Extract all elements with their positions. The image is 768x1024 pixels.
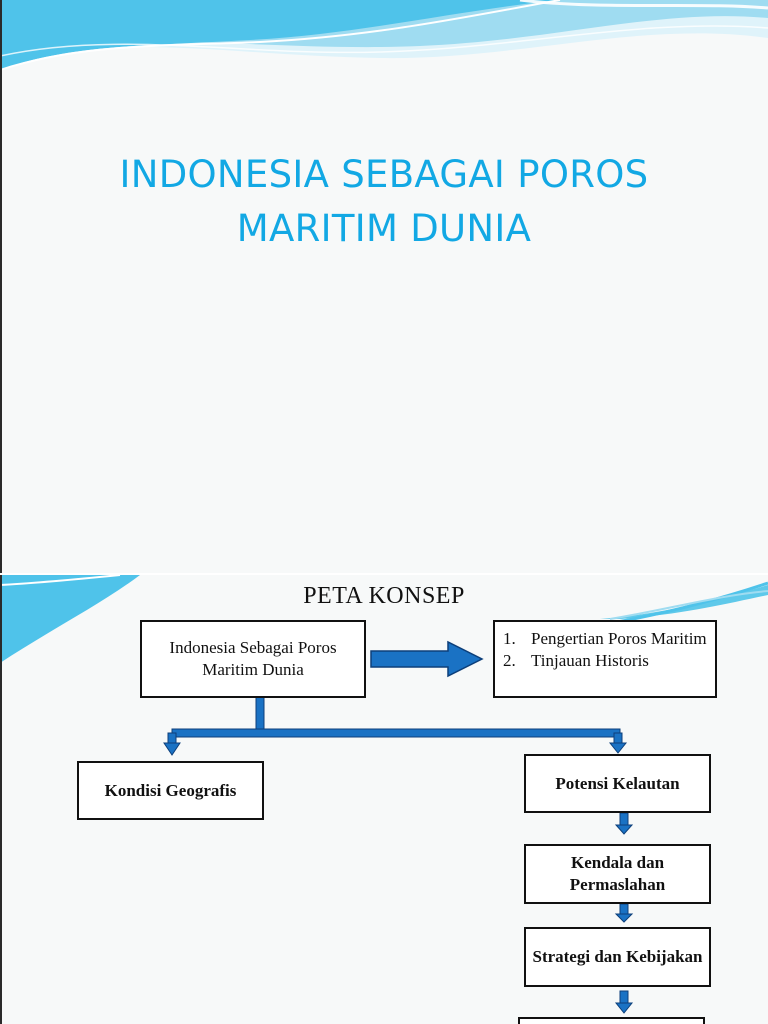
right-down-arrow [610, 743, 626, 753]
main-topic-text: Indonesia Sebagai Poros Maritim Dunia [169, 638, 337, 679]
slide-title-line2: MARITIM DUNIA [236, 207, 532, 250]
kondisi-geografis-box: Kondisi Geografis [77, 761, 264, 820]
wave-decoration [0, 0, 768, 90]
concept-map-slide [0, 575, 768, 1024]
slide-title-line1: INDONESIA SEBAGAI POROS [119, 153, 649, 196]
next-box-partial [518, 1017, 705, 1024]
down-arrow-1 [616, 825, 632, 834]
concept-map-title: PETA KONSEP [303, 583, 465, 609]
strategi-box: Strategi dan Kebijakan [524, 927, 711, 987]
main-down-connector [256, 697, 264, 733]
main-topic-box [140, 620, 366, 698]
definition-list [503, 628, 707, 672]
potensi-kelautan-box: Potensi Kelautan [524, 754, 711, 813]
down-arrow-2 [616, 914, 632, 922]
left-down-arrow [164, 743, 180, 755]
kendala-box: Kendala dan Permaslahan [524, 844, 711, 904]
list-item: 2. Tinjauan Historis [503, 651, 649, 670]
definition-list-box [493, 620, 717, 698]
right-arrow [371, 642, 482, 676]
down-arrow-3 [616, 1003, 632, 1013]
slide-title [0, 148, 768, 256]
slide-left-border [0, 0, 2, 573]
horizontal-connector [172, 729, 620, 737]
list-item: 1. Pengertian Poros Maritim [503, 629, 707, 648]
